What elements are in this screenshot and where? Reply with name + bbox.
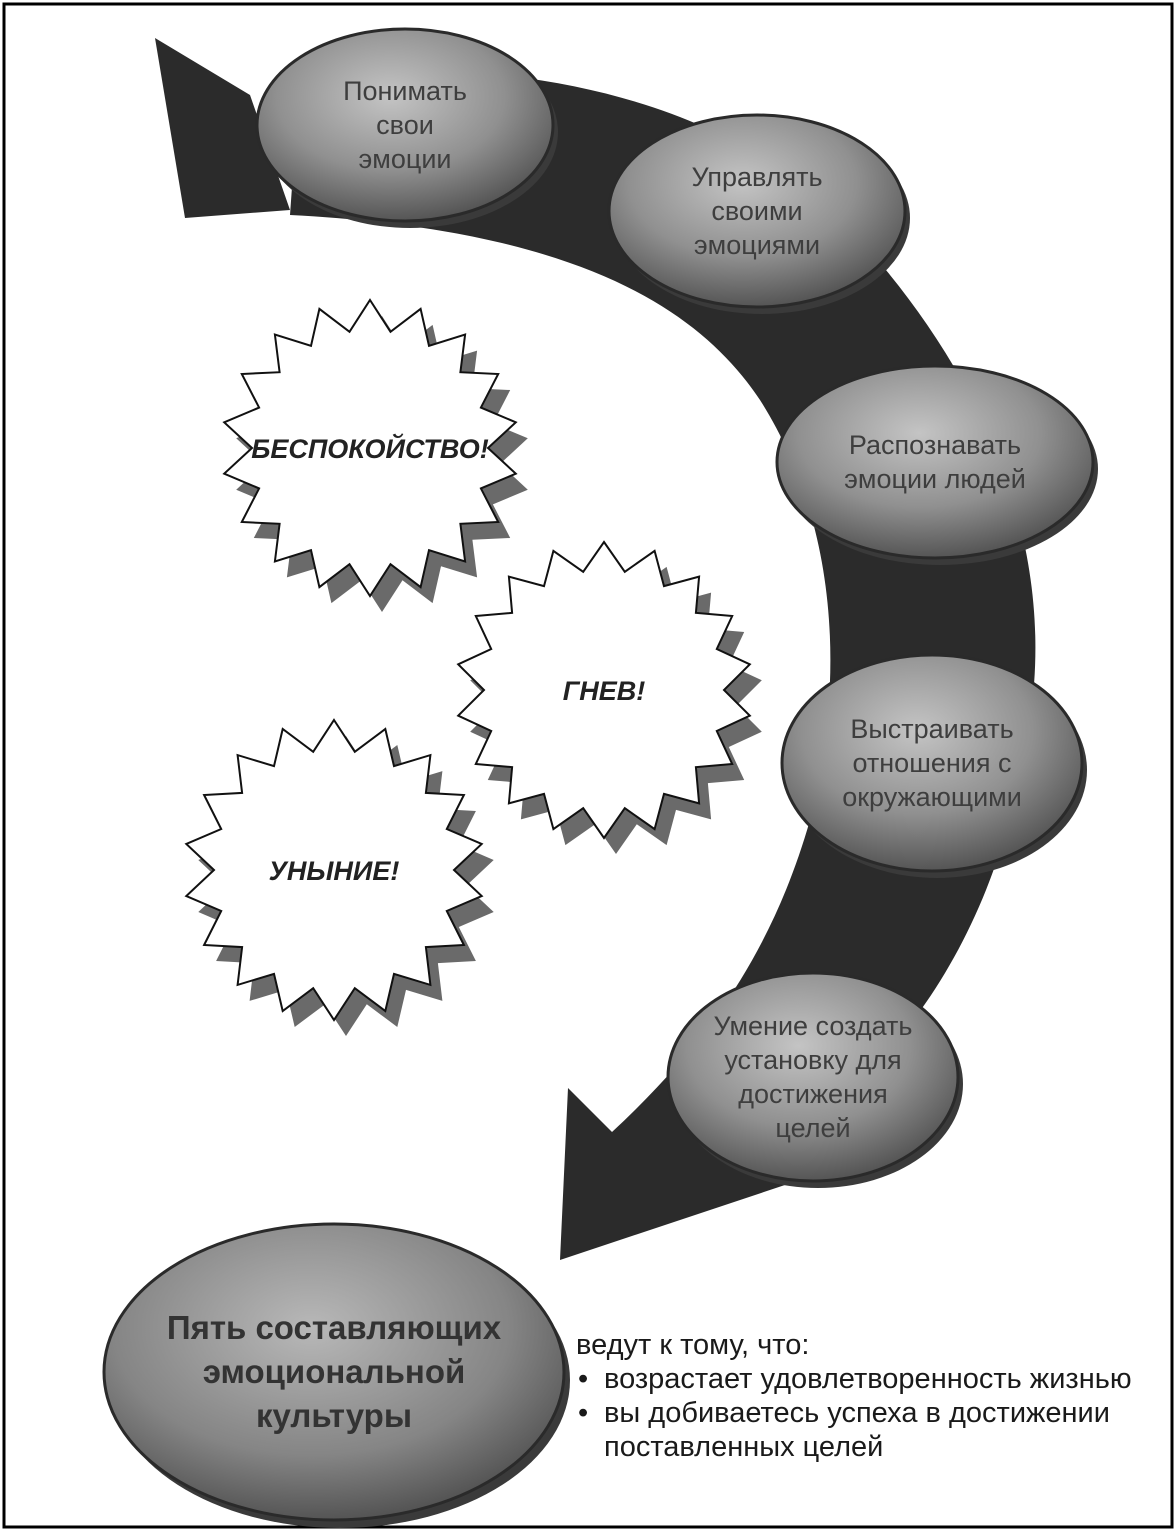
burst-label: УНЫНИЕ! (268, 856, 400, 886)
emotion-burst (458, 542, 762, 854)
step-label-line: Умение создать (713, 1011, 913, 1041)
step-label-line: Управлять (691, 162, 823, 192)
step-label-line: эмоции (358, 144, 452, 174)
step-label-line: окружающими (842, 782, 1022, 812)
caption-bullet: • возрастает удовлетворенность жизнью (576, 1362, 1156, 1396)
summary-label-line: культуры (255, 1397, 413, 1434)
step-label-line: отношения с (852, 748, 1012, 778)
burst-label: БЕСПОКОЙСТВО! (251, 434, 489, 464)
caption-bullet: • вы добиваетесь успеха в достижении поставленных целей (576, 1396, 1156, 1464)
burst-label: ГНЕВ! (562, 676, 646, 706)
step-label-line: Распознавать (848, 430, 1022, 460)
summary-oval (104, 1224, 570, 1528)
caption-bullets (576, 1362, 1156, 1464)
step-label-line: целей (775, 1113, 851, 1143)
step-label-line: установку для (724, 1045, 902, 1075)
step-label-line: Понимать (343, 76, 467, 106)
caption (576, 1328, 1156, 1464)
step-label-line: Выстраивать (850, 714, 1014, 744)
step-label (842, 714, 1022, 812)
step-label-line: эмоции людей (844, 464, 1026, 494)
summary-label-line: Пять составляющих (166, 1309, 502, 1346)
emotion-burst (224, 300, 528, 612)
emotion-burst (186, 720, 493, 1036)
step-label-line: свои (376, 110, 434, 140)
step-label-line: своими (711, 196, 803, 226)
step-label-line: достижения (738, 1079, 888, 1109)
caption-intro: ведут к тому, что: (576, 1329, 810, 1361)
summary-label-line: эмоциональной (202, 1353, 466, 1390)
step-label-line: эмоциями (693, 230, 821, 260)
